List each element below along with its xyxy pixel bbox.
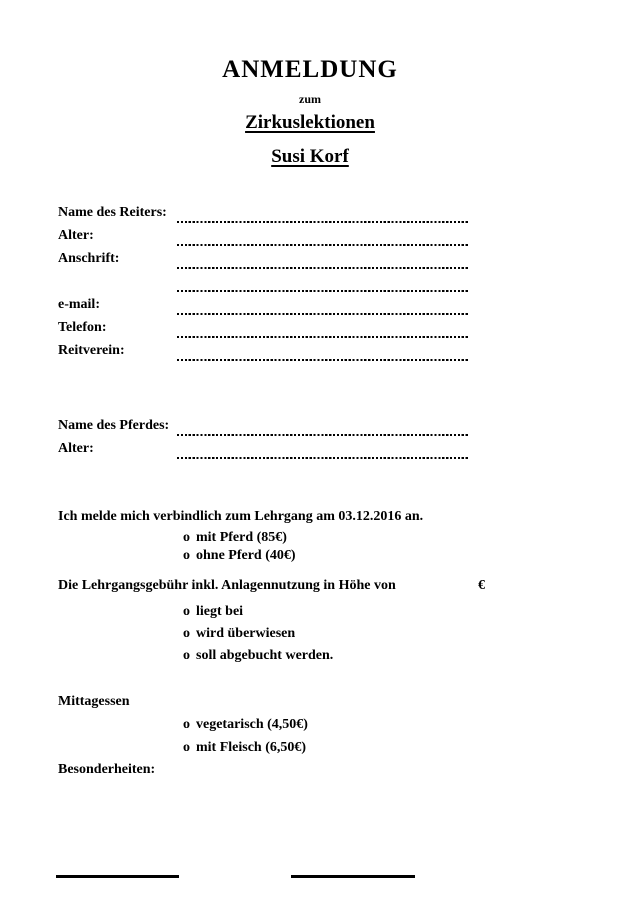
dotted-fill-line — [177, 290, 468, 292]
option-lunch-meat — [183, 740, 306, 756]
page-subtitle: zum — [299, 92, 321, 106]
field-row-rider-age — [0, 228, 629, 250]
field-row-horse-name — [0, 418, 629, 440]
field-label: Alter: — [58, 228, 94, 243]
currency-symbol: € — [478, 578, 485, 593]
field-row-rider-name — [0, 205, 629, 227]
page-title: ANMELDUNG — [222, 56, 398, 83]
dotted-fill-line — [177, 221, 468, 223]
option-lunch-vegetarian — [183, 717, 308, 733]
registration-statement: Ich melde mich verbindlich zum Lehrgang am 03.12.2016 an. — [58, 509, 424, 524]
lunch-heading: Mittagessen — [58, 694, 130, 709]
dotted-fill-line — [177, 244, 468, 246]
field-row-email — [0, 297, 629, 319]
course-title: Zirkuslektionen — [245, 112, 375, 133]
dotted-fill-line — [177, 457, 468, 459]
option-label: liegt bei — [196, 604, 244, 619]
option-label: mit Fleisch (6,50€) — [196, 740, 307, 755]
option-circle: o — [183, 626, 190, 641]
option-circle: o — [183, 548, 190, 563]
field-row-riding-club — [0, 343, 629, 365]
field-label: e-mail: — [58, 297, 100, 312]
dotted-fill-line — [177, 313, 468, 315]
field-label: Name des Reiters: — [58, 205, 167, 220]
field-row-horse-age — [0, 441, 629, 463]
option-without-horse — [183, 548, 296, 564]
dotted-fill-line — [177, 267, 468, 269]
option-label: ohne Pferd (40€) — [196, 548, 296, 563]
option-fee-transfer — [183, 626, 295, 642]
field-label: Anschrift: — [58, 251, 120, 266]
field-label: Name des Pferdes: — [58, 418, 170, 433]
signature-line-right — [291, 875, 415, 878]
field-label: Reitverein: — [58, 343, 125, 358]
option-circle: o — [183, 604, 190, 619]
option-fee-debit — [183, 648, 333, 664]
notes-label: Besonderheiten: — [58, 762, 156, 777]
field-label: Telefon: — [58, 320, 107, 335]
option-label: wird überwiesen — [196, 626, 296, 641]
dotted-fill-line — [177, 336, 468, 338]
field-row-address-2 — [0, 274, 629, 296]
signature-line-left — [56, 875, 179, 878]
field-row-phone — [0, 320, 629, 342]
option-label: vegetarisch (4,50€) — [196, 717, 308, 732]
organizer-name: Susi Korf — [271, 146, 349, 167]
option-label: soll abgebucht werden. — [196, 648, 334, 663]
option-circle: o — [183, 717, 190, 732]
dotted-fill-line — [177, 359, 468, 361]
field-label: Alter: — [58, 441, 94, 456]
option-circle: o — [183, 648, 190, 663]
option-with-horse — [183, 530, 287, 546]
dotted-fill-line — [177, 434, 468, 436]
option-fee-enclosed — [183, 604, 243, 620]
option-circle: o — [183, 740, 190, 755]
fee-statement: Die Lehrgangsgebühr inkl. Anlagennutzung in Höhe von — [58, 578, 396, 593]
field-row-address — [0, 251, 629, 273]
option-label: mit Pferd (85€) — [196, 530, 287, 545]
option-circle: o — [183, 530, 190, 545]
